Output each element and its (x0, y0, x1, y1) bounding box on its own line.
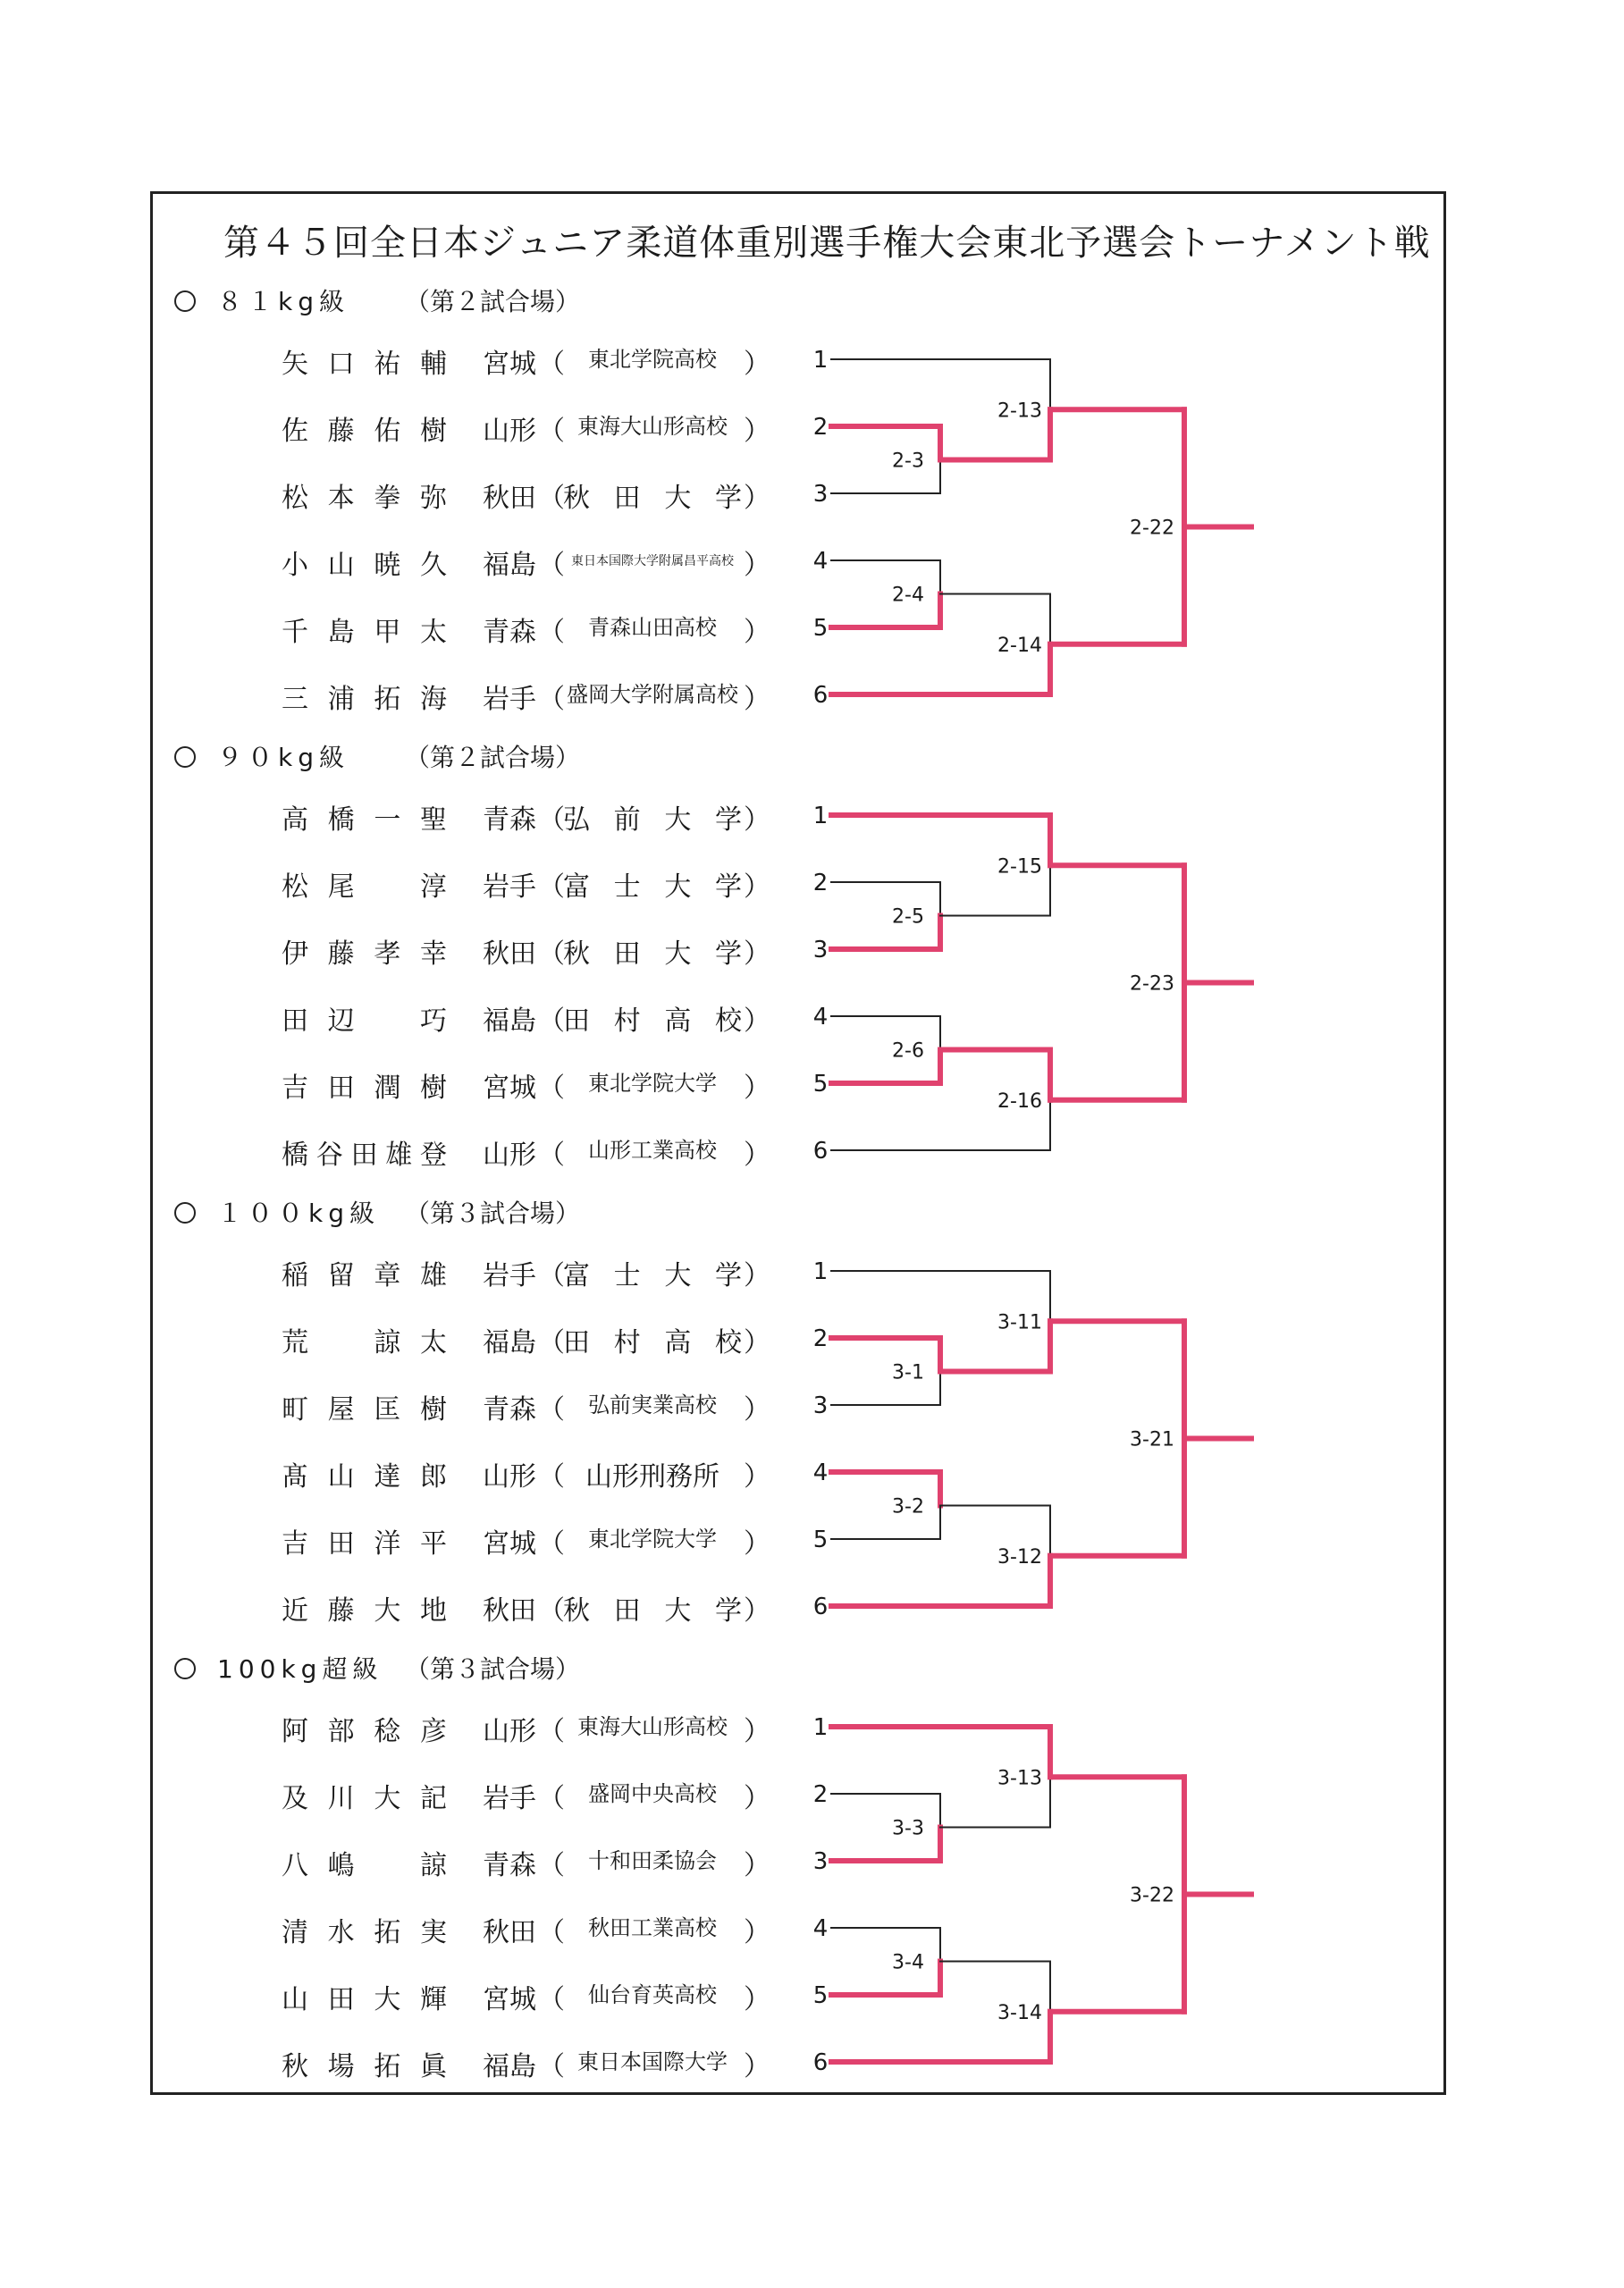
player-name: 秋場拓眞 (282, 2051, 447, 2082)
prefecture: 青森 (483, 804, 536, 836)
prefecture: 青森 (483, 617, 536, 648)
paren-open: （ (538, 871, 565, 903)
club-name: 東日本国際大学 (577, 2049, 728, 2074)
player-name: 高橋一聖 (282, 804, 447, 836)
match-label: 2-13 (997, 400, 1042, 423)
prefecture: 宮城 (483, 349, 536, 380)
club-name: 東海大山形高校 (577, 1714, 728, 1739)
paren-close: ） (744, 1528, 770, 1560)
club-name: 秋田大学 (563, 1595, 742, 1627)
match-label: 2-22 (1130, 517, 1174, 540)
player-name: 清水拓実 (282, 1917, 447, 1948)
club-name: 田村高校 (563, 1327, 742, 1358)
player-name: 松本拳弥 (282, 483, 447, 514)
club-name: 盛岡大学附属高校 (567, 682, 738, 707)
prefecture: 宮城 (483, 1984, 536, 2015)
paren-close: ） (744, 684, 770, 715)
seed-number: 4 (812, 548, 829, 575)
seed-number: 2 (812, 870, 829, 896)
paren-close: ） (744, 1984, 770, 2015)
club-name: 山形工業高校 (588, 1138, 717, 1163)
paren-open: （ (538, 1394, 565, 1426)
paren-open: （ (538, 1595, 565, 1627)
page-title: 第４５回全日本ジュニア柔道体重別選手権大会東北予選会トーナメント戦 (223, 223, 1431, 264)
paren-close: ） (744, 349, 770, 380)
player-name: 及川大記 (282, 1783, 447, 1814)
paren-open: （ (538, 1005, 565, 1037)
prefecture: 福島 (483, 2051, 536, 2082)
player-name: 佐藤佑樹 (282, 416, 447, 447)
paren-close: ） (744, 804, 770, 836)
paren-open: （ (538, 349, 565, 380)
paren-close: ） (744, 1005, 770, 1037)
player-name: 三浦拓海 (282, 684, 447, 715)
club-name: 東海大山形高校 (577, 414, 728, 439)
venue-label: （第３試合場） (405, 1654, 581, 1684)
paren-close: ） (744, 1260, 770, 1291)
prefecture: 山形 (483, 416, 536, 447)
club-name: 秋田工業高校 (588, 1915, 717, 1940)
paren-open: （ (538, 483, 565, 514)
paren-open: （ (538, 804, 565, 836)
club-name: 山形刑務所 (585, 1461, 719, 1493)
match-label: 3-4 (892, 1951, 924, 1974)
seed-number: 4 (812, 1004, 829, 1030)
paren-open: （ (538, 1140, 565, 1171)
match-label: 3-11 (997, 1311, 1042, 1334)
player-name: 小山暁久 (282, 550, 447, 581)
paren-close: ） (744, 1595, 770, 1627)
paren-open: （ (538, 2051, 565, 2082)
paren-open: （ (538, 1260, 565, 1291)
paren-close: ） (744, 2051, 770, 2082)
paren-close: ） (744, 483, 770, 514)
seed-number: 5 (812, 615, 829, 642)
paren-open: （ (538, 1072, 565, 1104)
prefecture: 岩手 (483, 684, 536, 715)
prefecture: 山形 (483, 1716, 536, 1747)
seed-number: 2 (812, 1781, 829, 1808)
paren-open: （ (538, 1783, 565, 1814)
player-name: 八嶋 諒 (282, 1850, 447, 1881)
paren-open: （ (538, 1850, 565, 1881)
seed-number: 6 (812, 1594, 829, 1620)
paren-open: （ (538, 416, 565, 447)
paren-close: ） (744, 617, 770, 648)
prefecture: 宮城 (483, 1528, 536, 1560)
paren-close: ） (744, 1327, 770, 1358)
seed-number: 5 (812, 1071, 829, 1098)
seed-number: 3 (812, 1392, 829, 1419)
prefecture: 福島 (483, 550, 536, 581)
player-name: 町屋匡樹 (282, 1394, 447, 1426)
prefecture: 宮城 (483, 1072, 536, 1104)
seed-number: 2 (812, 414, 829, 441)
seed-number: 5 (812, 1527, 829, 1553)
match-label: 2-16 (997, 1089, 1042, 1113)
match-label: 3-12 (997, 1545, 1042, 1569)
club-name: 秋田大学 (563, 483, 742, 514)
prefecture: 岩手 (483, 1260, 536, 1291)
seed-number: 1 (812, 803, 829, 829)
seed-number: 6 (812, 2049, 829, 2076)
paren-close: ） (744, 1394, 770, 1426)
seed-number: 6 (812, 1138, 829, 1165)
paren-open: （ (538, 1917, 565, 1948)
club-name: 秋田大学 (563, 938, 742, 970)
match-label: 3-21 (1130, 1428, 1174, 1451)
paren-close: ） (744, 1783, 770, 1814)
match-label: 3-14 (997, 2001, 1042, 2024)
seed-number: 5 (812, 1982, 829, 2009)
player-name: 千島甲太 (282, 617, 447, 648)
paren-close: ） (744, 871, 770, 903)
paren-close: ） (744, 1850, 770, 1881)
paren-close: ） (744, 416, 770, 447)
venue-label: （第２試合場） (405, 287, 581, 316)
prefecture: 岩手 (483, 1783, 536, 1814)
prefecture: 山形 (483, 1140, 536, 1171)
match-label: 3-3 (892, 1817, 924, 1840)
player-name: 矢口祐輔 (282, 349, 447, 380)
club-name: 十和田柔協会 (588, 1848, 717, 1873)
prefecture: 秋田 (483, 483, 536, 514)
club-name: 富士大学 (563, 1260, 742, 1291)
venue-label: （第２試合場） (405, 743, 581, 772)
paren-open: （ (538, 617, 565, 648)
match-label: 3-13 (997, 1767, 1042, 1790)
club-name: 東北学院高校 (588, 347, 717, 372)
paren-close: ） (744, 1461, 770, 1493)
seed-number: 3 (812, 1848, 829, 1875)
match-label: 2-3 (892, 450, 924, 473)
seed-number: 6 (812, 682, 829, 709)
seed-number: 3 (812, 937, 829, 963)
player-name: 伊藤孝幸 (282, 938, 447, 970)
player-name: 阿部稔彦 (282, 1716, 447, 1747)
seed-number: 1 (812, 347, 829, 374)
seed-number: 4 (812, 1915, 829, 1942)
venue-label: （第３試合場） (405, 1199, 581, 1228)
player-name: 吉田潤樹 (282, 1072, 447, 1104)
prefecture: 秋田 (483, 1595, 536, 1627)
club-name: 青森山田高校 (588, 615, 717, 640)
seed-number: 4 (812, 1459, 829, 1486)
weight-class-label: １００kg級 (217, 1199, 380, 1228)
player-name: 橋谷田雄登 (282, 1140, 447, 1171)
prefecture: 秋田 (483, 938, 536, 970)
paren-close: ） (744, 1716, 770, 1747)
paren-open: （ (538, 1461, 565, 1493)
seed-number: 2 (812, 1325, 829, 1352)
club-name: 弘前大学 (563, 804, 742, 836)
seed-number: 1 (812, 1258, 829, 1285)
club-name: 東北学院大学 (588, 1071, 717, 1096)
paren-open: （ (538, 1716, 565, 1747)
paren-open: （ (538, 1327, 565, 1358)
weight-class-label: ９０kg級 (217, 743, 349, 772)
player-name: 田辺 巧 (282, 1005, 447, 1037)
club-name: 東北学院大学 (588, 1527, 717, 1552)
match-label: 2-6 (892, 1039, 924, 1063)
match-label: 2-4 (892, 584, 924, 607)
paren-close: ） (744, 1072, 770, 1104)
paren-close: ） (744, 938, 770, 970)
club-name: 盛岡中央高校 (588, 1781, 717, 1806)
player-name: 近藤大地 (282, 1595, 447, 1627)
player-name: 松尾 淳 (282, 871, 447, 903)
prefecture: 青森 (483, 1394, 536, 1426)
match-label: 2-5 (892, 905, 924, 929)
club-name: 田村高校 (563, 1005, 742, 1037)
weight-class-label: ８１kg級 (217, 287, 349, 316)
seed-number: 3 (812, 481, 829, 508)
weight-class-label: 100kg超級 (217, 1654, 383, 1684)
player-name: 髙山達郎 (282, 1461, 447, 1493)
prefecture: 秋田 (483, 1917, 536, 1948)
paren-open: （ (538, 684, 565, 715)
prefecture: 青森 (483, 1850, 536, 1881)
prefecture: 福島 (483, 1327, 536, 1358)
club-name: 富士大学 (563, 871, 742, 903)
paren-open: （ (538, 1528, 565, 1560)
match-label: 3-2 (892, 1495, 924, 1518)
prefecture: 岩手 (483, 871, 536, 903)
player-name: 山田大輝 (282, 1984, 447, 2015)
club-name: 仙台育英高校 (588, 1982, 717, 2007)
paren-open: （ (538, 1984, 565, 2015)
paren-open: （ (538, 938, 565, 970)
match-label: 3-1 (892, 1361, 924, 1384)
prefecture: 山形 (483, 1461, 536, 1493)
match-label: 2-14 (997, 634, 1042, 657)
paren-open: （ (538, 550, 565, 581)
prefecture: 福島 (483, 1005, 536, 1037)
paren-close: ） (744, 1140, 770, 1171)
club-name: 東日本国際大学附属昌平高校 (571, 554, 734, 568)
seed-number: 1 (812, 1714, 829, 1741)
paren-close: ） (744, 1917, 770, 1948)
player-name: 荒 諒太 (282, 1327, 447, 1358)
match-label: 2-23 (1130, 972, 1174, 996)
player-name: 吉田洋平 (282, 1528, 447, 1560)
player-name: 稲留章雄 (282, 1260, 447, 1291)
paren-close: ） (744, 550, 770, 581)
club-name: 弘前実業高校 (588, 1392, 717, 1417)
match-label: 2-15 (997, 855, 1042, 879)
match-label: 3-22 (1130, 1884, 1174, 1907)
